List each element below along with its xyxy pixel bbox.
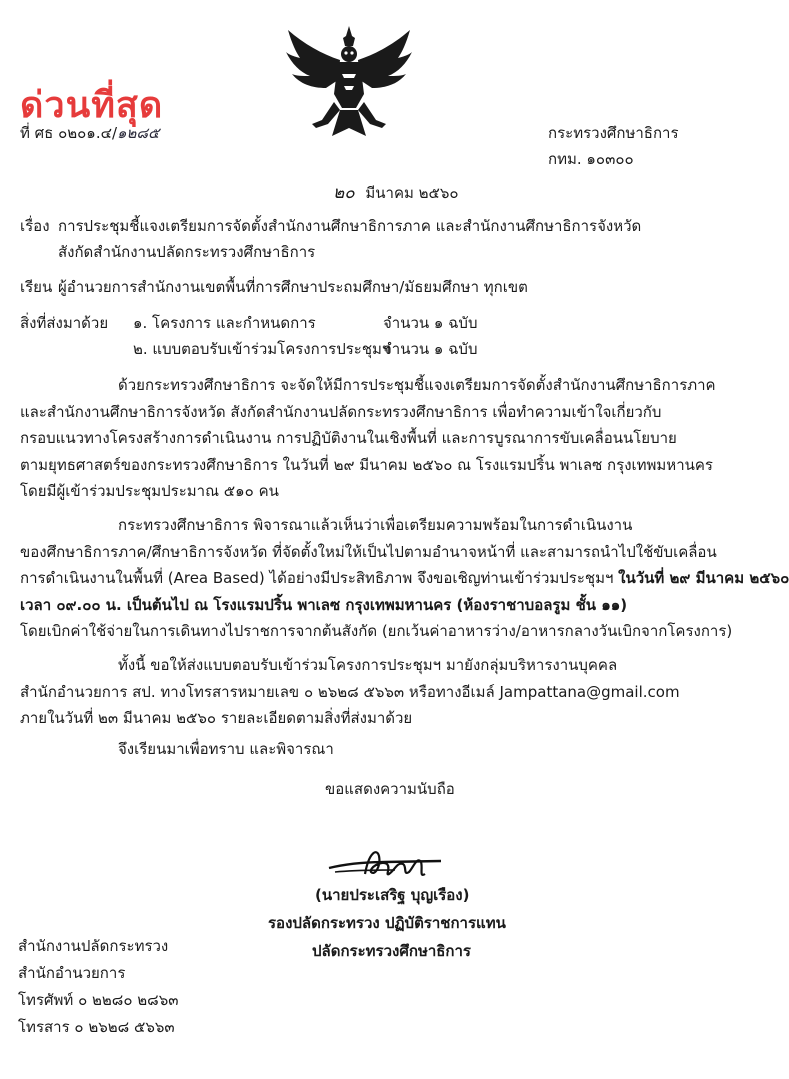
body-paragraph-3 [20, 652, 680, 732]
p1-line: โดยมีผู้เข้าร่วมประชุมประมาณ ๕๑๐ คน [20, 482, 279, 500]
p2-line3-text: การดำเนินงานในพื้นที่ (Area Based) ได้อย่างมีประสิทธิภาพ จึงขอเชิญท่านเข้าร่วมประชุมฯ [20, 569, 619, 587]
signatory-position-2: ปลัดกระทรวงศึกษาธิการ [312, 942, 471, 960]
attachments-label: สิ่งที่ส่งมาด้วย [20, 314, 109, 332]
p2-line [20, 565, 789, 592]
urgency-stamp: ด่วนที่สุด [20, 85, 164, 126]
footer-phone: โทรศัพท์ ๐ ๒๒๘๐ ๒๘๖๓ [18, 991, 179, 1009]
recipient-text: ผู้อำนวยการสำนักงานเขตพื้นที่การศึกษาประถมศึกษา/มัธยมศึกษา ทุกเขต [58, 278, 528, 296]
p1-line: ตามยุทธศาสตร์ของกระทรวงศึกษาธิการ ในวันที่ ๒๙ มีนาคม ๒๕๖๐ ณ โรงแรมปริ้น พาเลซ กรุงเทพมหานคร [20, 455, 713, 474]
recipient-label: เรียน [20, 278, 53, 296]
garuda-emblem-icon [282, 24, 416, 142]
attachment-qty-1: จำนวน ๑ ฉบับ [383, 314, 478, 332]
footer-fax: โทรสาร ๐ ๒๖๒๘ ๕๖๖๓ [18, 1018, 175, 1036]
p3-line: ภายในวันที่ ๒๓ มีนาคม ๒๕๖๐ รายละเอียดตามสิ่งที่ส่งมาด้วย [20, 709, 413, 727]
subject-line-2: สังกัดสำนักงานปลัดกระทรวงศึกษาธิการ [58, 243, 316, 261]
p2-line: กระทรวงศึกษาธิการ พิจารณาแล้วเห็นว่าเพื่อเตรียมความพร้อมในการดำเนินงาน [118, 516, 633, 534]
closing-line: จึงเรียนมาเพื่อทราบ และพิจารณา [118, 740, 334, 758]
date-month-year: มีนาคม ๒๕๖๐ [365, 184, 459, 202]
footer-office: สำนักงานปลัดกระทรวง [18, 937, 169, 955]
attachment-qty-2: จำนวน ๑ ฉบับ [383, 340, 478, 358]
attachment-item-2: ๒. แบบตอบรับเข้าร่วมโครงการประชุมฯ [133, 340, 391, 358]
attachment-item-1: ๑. โครงการ และกำหนดการ [133, 314, 316, 332]
salutation: ขอแสดงความนับถือ [325, 780, 455, 798]
doc-number-handwritten: ๑๒๘๕ [117, 124, 160, 142]
ministry-address: กทม. ๑๐๓๐๐ [548, 150, 634, 168]
doc-number-prefix: ที่ ศธ ๐๒๐๑.๔/ [20, 124, 117, 142]
p1-line: และสำนักงานศึกษาธิการจังหวัด สังกัดสำนักงานปลัดกระทรวงศึกษาธิการ เพื่อทำความเข้าใจเกี่ยวกับ [20, 402, 662, 421]
p3-line: ทั้งนี้ ขอให้ส่งแบบตอบรับเข้าร่วมโครงการประชุมฯ มายังกลุ่มบริหารงานบุคคล [118, 656, 618, 674]
p2-line: โดยเบิกค่าใช้จ่ายในการเดินทางไปราชการจากต้นสังกัด (ยกเว้นค่าอาหารว่าง/อาหารกลางวันเบิกจากโครงการ) [20, 622, 733, 640]
p2-meeting-date: ในวันที่ ๒๙ มีนาคม ๒๕๖๐ [618, 569, 789, 587]
letter-date [333, 182, 459, 204]
date-day-handwritten: ๒๐ [333, 183, 355, 203]
signatory-name: (นายประเสริฐ บุญเรือง) [315, 886, 470, 904]
p1-line: ด้วยกระทรวงศึกษาธิการ จะจัดให้มีการประชุมชี้แจงเตรียมการจัดตั้งสำนักงานศึกษาธิการภาค [118, 376, 716, 394]
ministry-name: กระทรวงศึกษาธิการ [548, 124, 679, 142]
subject-label: เรื่อง [20, 217, 50, 235]
body-paragraph-1 [20, 372, 716, 505]
p2-meeting-time-venue: เวลา ๐๙.๐๐ น. เป็นต้นไป ณ โรงแรมปริ้น พาเลซ กรุงเทพมหานคร (ห้องราชาบอลรูม ชั้น ๑๑) [20, 595, 628, 614]
footer-division: สำนักอำนวยการ [18, 964, 126, 982]
handwritten-signature [325, 842, 445, 890]
p1-line: กรอบแนวทางโครงสร้างการดำเนินงาน การปฏิบัติงานในเชิงพื้นที่ และการบูรณาการขับเคลื่อนนโยบาย [20, 429, 677, 447]
subject-line-1: การประชุมชี้แจงเตรียมการจัดตั้งสำนักงานศึกษาธิการภาค และสำนักงานศึกษาธิการจังหวัด [58, 217, 642, 235]
p2-line: ของศึกษาธิการภาค/ศึกษาธิการจังหวัด ที่จัดตั้งใหม่ให้เป็นไปตามอำนาจหน้าที่ และสามารถนำไปใช้ขับเคลื่อน [20, 542, 717, 561]
body-paragraph-2 [20, 512, 789, 645]
p3-line: สำนักอำนวยการ สป. ทางโทรสารหมายเลข ๐ ๒๖๒๘ ๕๖๖๓ หรือทางอีเมล์ Jampattana@gmail.com [20, 682, 680, 701]
doc-number [20, 122, 159, 144]
signatory-position-1: รองปลัดกระทรวง ปฏิบัติราชการแทน [268, 914, 506, 932]
